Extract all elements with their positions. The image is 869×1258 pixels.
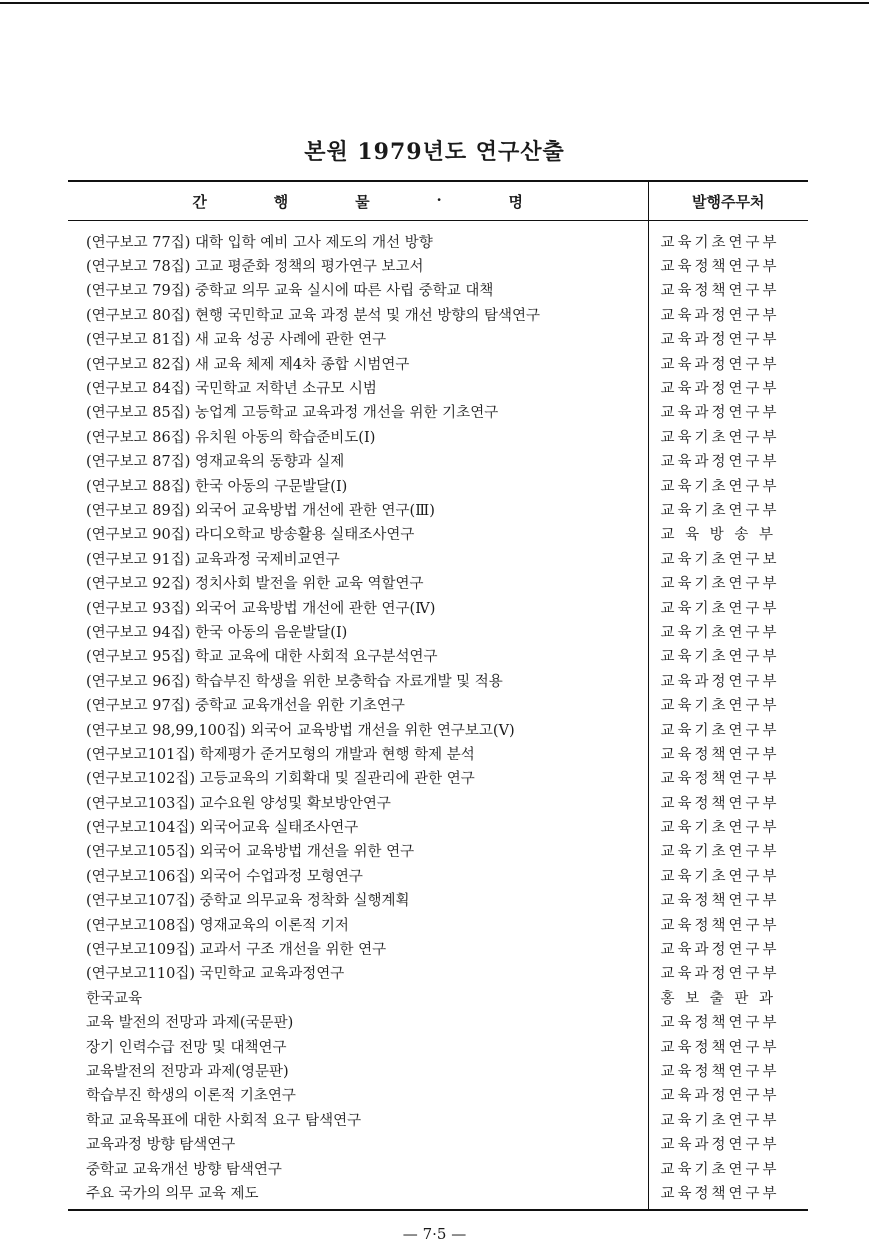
publication-title: (연구보고 89집) 외국어 교육방법 개선에 관한 연구(Ⅲ) bbox=[68, 497, 648, 521]
top-border-line bbox=[0, 2, 869, 4]
publication-title: 한국교육 bbox=[68, 985, 648, 1009]
table-header-row bbox=[68, 181, 808, 221]
table-row bbox=[68, 790, 808, 814]
table-row bbox=[68, 253, 808, 277]
publisher-department: 교육과정연구부 bbox=[660, 381, 780, 398]
publication-title: 주요 국가의 의무 교육 제도 bbox=[68, 1180, 648, 1209]
publisher-department: 교육과정연구부 bbox=[660, 332, 780, 349]
publisher-department: 교육정책연구부 bbox=[660, 917, 780, 934]
table-row bbox=[68, 692, 808, 716]
table-row bbox=[68, 1083, 808, 1107]
publisher-department: 교육정책연구부 bbox=[660, 771, 780, 788]
publisher-department: 교 육 방 송 부 bbox=[660, 527, 776, 544]
publisher-department: 교육정책연구부 bbox=[660, 259, 780, 276]
publisher-department: 교육과정연구부 bbox=[660, 966, 780, 983]
publication-title: 장기 인력수급 전망 및 대책연구 bbox=[68, 1034, 648, 1058]
table-row bbox=[68, 1010, 808, 1034]
publisher-department: 교육기초연구부 bbox=[660, 868, 780, 885]
table-row bbox=[68, 595, 808, 619]
table-row bbox=[68, 961, 808, 985]
publisher-department: 교육정책연구부 bbox=[648, 1180, 808, 1209]
table-row bbox=[68, 1180, 808, 1209]
publisher-department: 교육기초연구부 bbox=[660, 429, 780, 446]
publication-title: (연구보고 97집) 중학교 교육개선을 위한 기초연구 bbox=[68, 692, 648, 716]
publication-title: (연구보고 82집) 새 교육 체제 제4차 종합 시범연구 bbox=[68, 351, 648, 375]
publisher-department: 교육정책연구부 bbox=[660, 283, 780, 300]
publisher-department: 교육기초연구부 bbox=[660, 478, 780, 495]
table-row bbox=[68, 570, 808, 594]
publisher-department: 교육기초연구부 bbox=[660, 502, 780, 519]
table-row bbox=[68, 375, 808, 399]
table-row bbox=[68, 278, 808, 302]
publication-title: (연구보고 96집) 학습부진 학생을 위한 보충학습 자료개발 및 적용 bbox=[68, 668, 648, 692]
table-row bbox=[68, 522, 808, 546]
publication-title: (연구보고 88집) 한국 아동의 구문발달(I) bbox=[68, 473, 648, 497]
table-row bbox=[68, 839, 808, 863]
publication-title: (연구보고110집) 국민학교 교육과정연구 bbox=[68, 961, 648, 985]
header-publisher: 발행주무처 bbox=[648, 181, 808, 221]
publisher-department: 교육기초연구부 bbox=[660, 820, 780, 837]
publisher-department: 교육기초연구부 bbox=[660, 649, 780, 666]
table-row bbox=[68, 449, 808, 473]
table-row bbox=[68, 497, 808, 521]
table-row bbox=[68, 221, 808, 254]
publication-title: (연구보고 79집) 중학교 의무 교육 실시에 따른 사립 중학교 대책 bbox=[68, 278, 648, 302]
table-row bbox=[68, 985, 808, 1009]
page-number: — 7·5 — bbox=[402, 1225, 467, 1243]
header-char: 물 bbox=[355, 192, 370, 211]
publication-title: (연구보고106집) 외국어 수업과정 모형연구 bbox=[68, 863, 648, 887]
publisher-department: 교육기초연구부 bbox=[660, 722, 780, 739]
publication-title: 중학교 교육개선 방향 탐색연구 bbox=[68, 1156, 648, 1180]
publisher-department: 교육정책연구부 bbox=[660, 1039, 780, 1056]
table-row bbox=[68, 717, 808, 741]
publication-title: (연구보고 98,99,100집) 외국어 교육방법 개선을 위한 연구보고(V) bbox=[68, 717, 648, 741]
publication-title: (연구보고 78집) 고교 평준화 정책의 평가연구 보고서 bbox=[68, 253, 648, 277]
header-char: · bbox=[436, 190, 442, 209]
publisher-department: 교육과정연구부 bbox=[660, 405, 780, 422]
publication-title: 학습부진 학생의 이론적 기초연구 bbox=[68, 1083, 648, 1107]
publication-title: (연구보고103집) 교수요원 양성및 확보방안연구 bbox=[68, 790, 648, 814]
publication-title: (연구보고107집) 중학교 의무교육 정착화 실행계획 bbox=[68, 888, 648, 912]
table-row bbox=[68, 1034, 808, 1058]
table-row bbox=[68, 668, 808, 692]
table-row bbox=[68, 1107, 808, 1131]
table-row bbox=[68, 1156, 808, 1180]
publication-title: (연구보고108집) 영재교육의 이론적 기저 bbox=[68, 912, 648, 936]
table-row bbox=[68, 741, 808, 765]
publisher-department: 교육기초연구부 bbox=[660, 576, 780, 593]
table-row bbox=[68, 644, 808, 668]
publication-title: (연구보고 95집) 학교 교육에 대한 사회적 요구분석연구 bbox=[68, 644, 648, 668]
table-row bbox=[68, 473, 808, 497]
page-title: 본원 1979년도 연구산출 bbox=[304, 139, 565, 165]
table-row bbox=[68, 888, 808, 912]
table-row bbox=[68, 766, 808, 790]
publication-title: (연구보고 87집) 영재교육의 동향과 실제 bbox=[68, 449, 648, 473]
publisher-department: 교육정책연구부 bbox=[660, 1063, 780, 1080]
publication-title: 교육 발전의 전망과 과제(국문판) bbox=[68, 1010, 648, 1034]
publisher-department: 교육정책연구부 bbox=[660, 746, 780, 763]
table-row bbox=[68, 327, 808, 351]
publisher-department: 교육과정연구부 bbox=[660, 1137, 780, 1154]
table-row bbox=[68, 814, 808, 838]
publisher-department: 교육기초연구부 bbox=[660, 624, 780, 641]
header-char: 명 bbox=[508, 192, 524, 211]
publisher-department: 교육과정연구부 bbox=[660, 307, 780, 324]
publication-title: (연구보고 92집) 정치사회 발전을 위한 교육 역할연구 bbox=[68, 570, 648, 594]
publication-title: 교육발전의 전망과 과제(영문판) bbox=[68, 1058, 648, 1082]
table-row bbox=[68, 546, 808, 570]
publication-title: (연구보고 80집) 현행 국민학교 교육 과정 분석 및 개선 방향의 탐색연구 bbox=[68, 302, 648, 326]
publication-title: (연구보고 94집) 한국 아동의 음운발달(I) bbox=[68, 619, 648, 643]
publication-title: (연구보고101집) 학제평가 준거모형의 개발과 현행 학제 분석 bbox=[68, 741, 648, 765]
publication-title: (연구보고 81집) 새 교육 성공 사례에 관한 연구 bbox=[68, 327, 648, 351]
publisher-department: 교육정책연구부 bbox=[660, 795, 780, 812]
publication-title: 교육과정 방향 탐색연구 bbox=[68, 1131, 648, 1155]
publication-title: 학교 교육목표에 대한 사회적 요구 탐색연구 bbox=[68, 1107, 648, 1131]
publication-title: (연구보고105집) 외국어 교육방법 개선을 위한 연구 bbox=[68, 839, 648, 863]
table-row bbox=[68, 863, 808, 887]
table-body bbox=[68, 221, 808, 1210]
publisher-department: 교육기초연구보 bbox=[660, 551, 780, 568]
header-char: 간 bbox=[192, 192, 207, 211]
publisher-department: 교육기초연구부 bbox=[660, 844, 780, 861]
publisher-department: 교육정책연구부 bbox=[660, 1015, 780, 1032]
publisher-department: 교육기초연구부 bbox=[660, 234, 780, 251]
publisher-department: 교육과정연구부 bbox=[660, 673, 780, 690]
publisher-department: 교육정책연구부 bbox=[660, 893, 780, 910]
publisher-department: 교육과정연구부 bbox=[660, 454, 780, 471]
table-row bbox=[68, 351, 808, 375]
table-row bbox=[68, 1058, 808, 1082]
table-row bbox=[68, 936, 808, 960]
table-row bbox=[68, 302, 808, 326]
table-row bbox=[68, 1131, 808, 1155]
publisher-department: 교육과정연구부 bbox=[660, 356, 780, 373]
publication-title: (연구보고 86집) 유치원 아동의 학습준비도(I) bbox=[68, 424, 648, 448]
publication-title: (연구보고102집) 고등교육의 기회확대 및 질관리에 관한 연구 bbox=[68, 766, 648, 790]
publication-title: (연구보고 84집) 국민학교 저학년 소규모 시범 bbox=[68, 375, 648, 399]
publisher-department: 홍 보 출 판 과 bbox=[660, 990, 776, 1007]
publisher-department: 교육기초연구부 bbox=[660, 698, 780, 715]
publisher-department: 교육과정연구부 bbox=[660, 1088, 780, 1105]
publication-title: (연구보고 91집) 교육과정 국제비교연구 bbox=[68, 546, 648, 570]
publisher-department: 교육기초연구부 bbox=[660, 1112, 780, 1129]
publication-title: (연구보고 93집) 외국어 교육방법 개선에 관한 연구(Ⅳ) bbox=[68, 595, 648, 619]
publisher-department: 교육기초연구부 bbox=[660, 600, 780, 617]
table-row bbox=[68, 912, 808, 936]
table-row bbox=[68, 424, 808, 448]
publisher-department: 교육기초연구부 bbox=[660, 1161, 780, 1178]
publication-title: (연구보고 77집) 대학 입학 예비 고사 제도의 개선 방향 bbox=[68, 221, 648, 254]
publications-table bbox=[68, 180, 808, 1211]
publication-title: (연구보고 90집) 라디오학교 방송활용 실태조사연구 bbox=[68, 522, 648, 546]
publication-title: (연구보고 85집) 농업계 고등학교 교육과정 개선을 위한 기초연구 bbox=[68, 400, 648, 424]
table-row bbox=[68, 400, 808, 424]
publication-title: (연구보고104집) 외국어교육 실태조사연구 bbox=[68, 814, 648, 838]
header-publication-title bbox=[68, 181, 648, 221]
publisher-department: 교육과정연구부 bbox=[660, 942, 780, 959]
table-row bbox=[68, 619, 808, 643]
header-char: 행 bbox=[273, 192, 289, 211]
publication-title: (연구보고109집) 교과서 구조 개선을 위한 연구 bbox=[68, 936, 648, 960]
